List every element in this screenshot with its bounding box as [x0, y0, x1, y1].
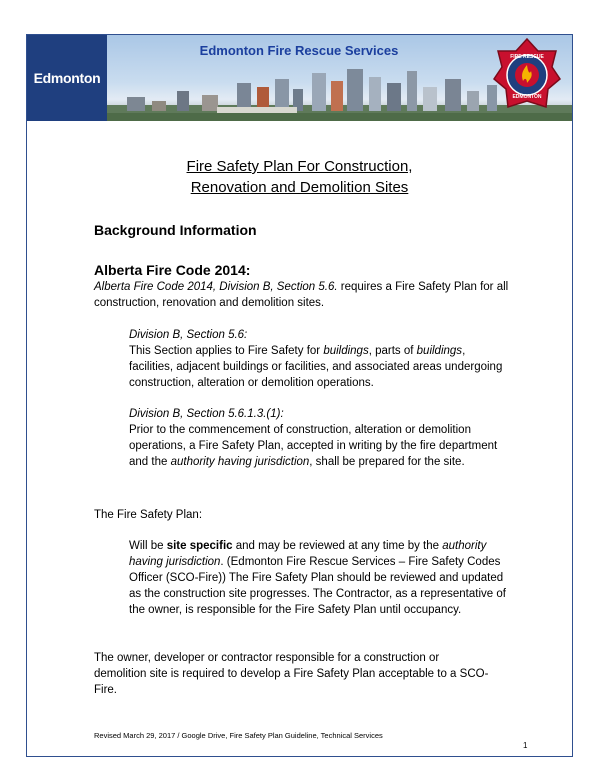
code-heading: Alberta Fire Code 2014: — [94, 262, 251, 278]
plan-detail-text: . (Edmonton Fire Rescue Services – Fire Safety Codes Officer (SCO-Fire)) The Fire Safety Plan should be reviewed and updated as the construction site progresses. The Contractor, as a representative of the owner, is responsible for the Fire Safety Plan until occupancy. — [129, 556, 506, 616]
plan-detail-text: Will be — [129, 540, 167, 552]
section-5-6-text: , facilities, adjacent buildings or facilities, and associated areas undergoing construction, alteration or demolition operations. — [129, 345, 503, 389]
plan-detail-text: and may be reviewed at any time by the — [232, 540, 443, 552]
page-number: 1 — [523, 741, 528, 750]
section-5-6-block — [129, 327, 509, 391]
code-reference: Alberta Fire Code 2014, Division B, Section 5.6. — [94, 281, 338, 293]
svg-text:FIRE RESCUE: FIRE RESCUE — [510, 54, 544, 60]
plan-intro: The Fire Safety Plan: — [94, 509, 203, 521]
section-5-6-text: , parts of — [368, 345, 417, 357]
section-5-6-text: This Section applies to Fire Safety for — [129, 345, 324, 357]
svg-text:EDMONTON: EDMONTON — [512, 94, 542, 100]
title-line-1: Fire Safety Plan For Construction, — [186, 158, 413, 175]
intro-text: requires a Fire Safety Plan for all construction, renovation and demolition sites. — [94, 281, 509, 309]
fire-rescue-badge-icon — [492, 37, 562, 113]
section-5-6-term: buildings — [323, 345, 369, 357]
plan-detail-term: authority having jurisdiction — [129, 540, 487, 568]
section-5-6-term: buildings — [416, 345, 463, 357]
banner-title: Edmonton Fire Rescue Services — [199, 43, 399, 58]
section-5-6-1-3-text: Prior to the commencement of construction, alteration or demolition operations, a Fire Safety Plan, accepted in writing by the fire department and the — [129, 424, 498, 468]
section-5-6-1-3-text: , shall be prepared for the site. — [309, 456, 465, 468]
intro-paragraph — [94, 279, 514, 311]
section-5-6-1-3-block — [129, 406, 509, 470]
document-title — [27, 156, 572, 198]
section-5-6-1-3-label: Division B, Section 5.6.1.3.(1): — [129, 408, 284, 420]
section-5-6-label: Division B, Section 5.6: — [129, 329, 248, 341]
background-heading: Background Information — [94, 222, 257, 238]
section-5-6-1-3-term: authority having jurisdiction — [170, 456, 310, 468]
plan-detail-block — [129, 538, 514, 618]
logo-text: Edmonton — [33, 70, 101, 86]
title-line-2: Renovation and Demolition Sites — [190, 179, 409, 196]
site-specific-emphasis: site specific — [166, 540, 233, 552]
edmonton-logo — [27, 35, 107, 121]
header-banner — [27, 35, 572, 121]
footer-revision: Revised March 29, 2017 / Google Drive, Fire Safety Plan Guideline, Technical Services — [94, 731, 383, 740]
closing-paragraph: The owner, developer or contractor responsible for a construction or demolition site is required to develop a Fire Safety Plan acceptable to a SCO-Fire. — [94, 652, 489, 696]
page-border — [26, 34, 573, 757]
